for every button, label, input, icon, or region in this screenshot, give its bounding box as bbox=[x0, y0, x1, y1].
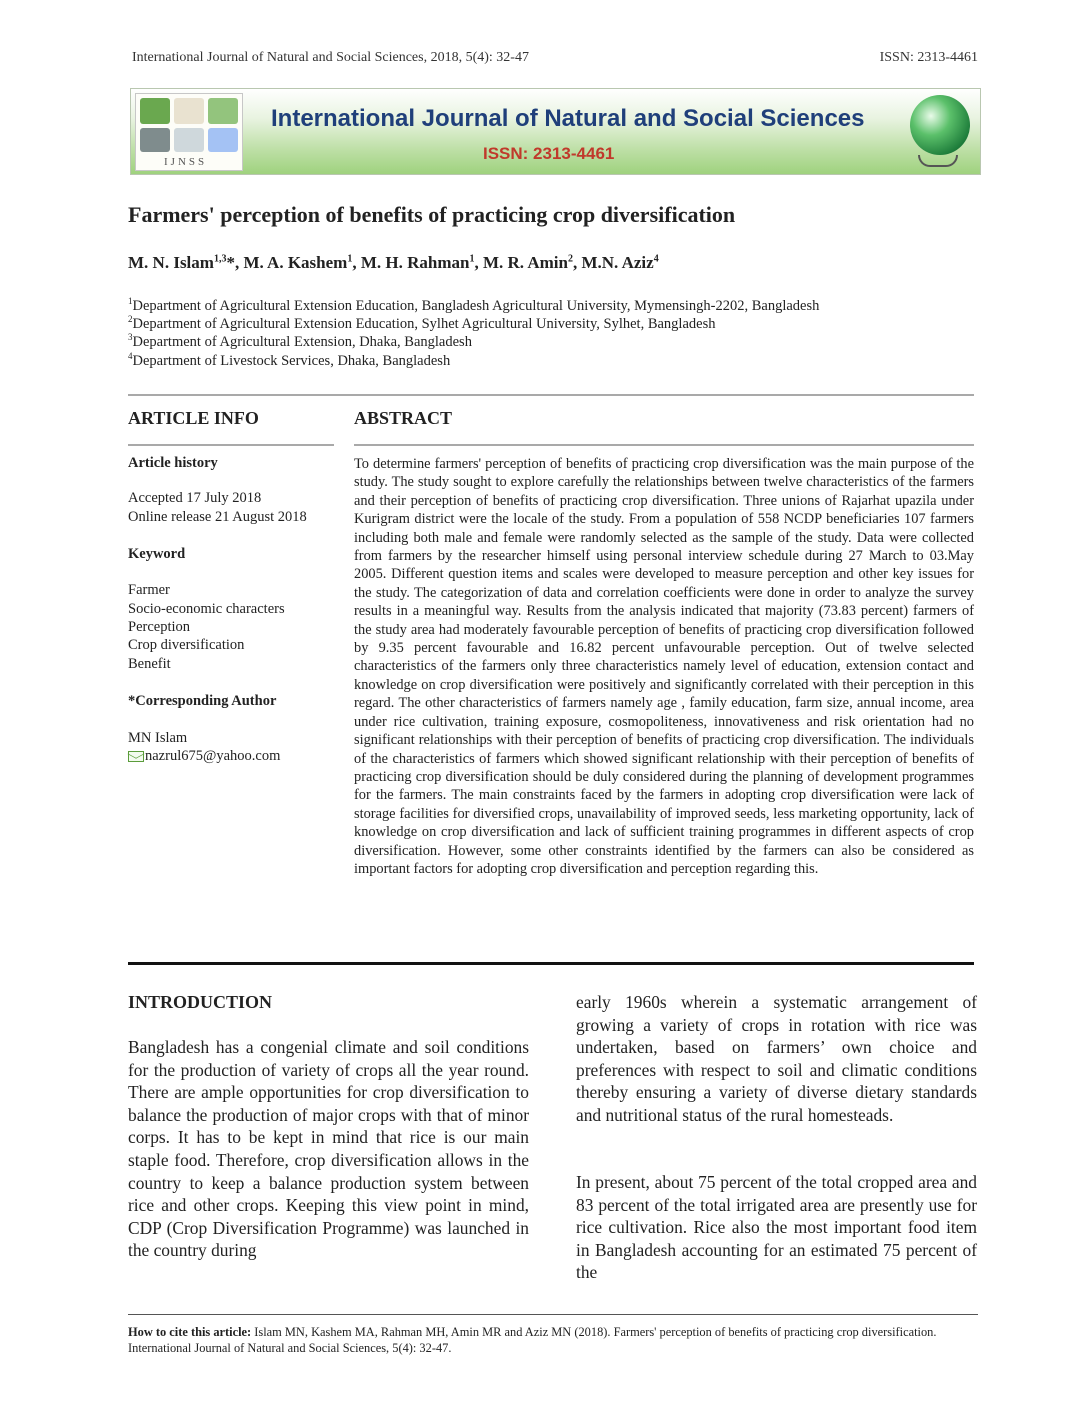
abstract-heading: ABSTRACT bbox=[354, 408, 453, 428]
running-header-journal: International Journal of Natural and Social Sciences, 2018, 5(4): 32-47 bbox=[132, 50, 529, 65]
introduction-left-paragraph: Bangladesh has a congenial climate and soil conditions for the production of variety of crops all the year round. There are ample opportunities for crop diversification to balance the production of major crops with that of minor corps. It has to be kept in mind that rice is our main staple food. Therefore, crop diversification allows in the country to keep a balance production system between rice and other crops. Keeping this view point in mind, CDP (Crop Diversification Programme) was launched in the country during bbox=[128, 1037, 529, 1261]
author-name: M. R. Amin bbox=[482, 253, 568, 272]
author-name: M. N. Islam bbox=[128, 253, 214, 272]
author-affiliation-mark: 1 bbox=[469, 253, 475, 265]
logo-abbreviation: IJNSS bbox=[164, 156, 208, 168]
author-separator: *, bbox=[226, 253, 244, 272]
corresponding-author-label: *Corresponding Author bbox=[128, 693, 277, 709]
how-to-cite bbox=[128, 1324, 978, 1356]
article-title: Farmers' perception of benefits of practicing crop diversification bbox=[128, 202, 736, 227]
affiliation-3: $^3$Department of Agricultural Extension, Dhaka, Bangladesh bbox=[128, 332, 472, 350]
author-affiliation-mark: 1 bbox=[347, 253, 353, 265]
article-info-heading: ARTICLE INFO bbox=[128, 408, 259, 428]
divider-top bbox=[128, 394, 974, 396]
running-header-issn: ISSN: 2313-4461 bbox=[879, 50, 978, 65]
affiliation-1: $^1$Department of Agricultural Extension Education, Bangladesh Agricultural University, Mymensingh-2202, Bangladesh bbox=[128, 296, 820, 314]
mail-icon bbox=[128, 751, 144, 762]
corresponding-author-name: MN Islam bbox=[128, 730, 188, 746]
journal-banner bbox=[130, 88, 981, 175]
abstract-text: To determine farmers' perception of benefits of practicing crop diversification was the main purpose of the study. The study sought to explore carefully the relationships between twelve characteristics of the farmers and their perception of benefits of practicing crop diversification. Three unions of Rajarhat upazila under Kurigram district were the locale of the study. From a population of 558 NCDP beneficiaries 107 farmers including both male and female were randomly selected as the sample of the study. Data were collected from farmers by the researcher himself using personal interview schedule during 27 March to 03.May 2005. Different question items and scales were developed to measure perception and other key issues for the study. The categorization of data and correlation coefficients were done in order to analyze the survey results in a meaningful way. Results from the analysis indicated that majority (73.83 percent) farmers of the study area had moderately favourable perception of benefits of practicing crop diversification followed by 9.35 percent favourable and 16.82 percent unfavourable perception. Out of twelve selected characteristics of the farmers only three characteristics namely level of education, extension contact and knowledge on crop diversification were positively and significantly correlated with their perception in this regard. The other characteristics of farmers namely age , family education, farm size, annual income, area under rice cultivation, training exposure, cosmopoliteness, innovativeness and risk orientation had no significant relationships with their perception of benefits of practicing crop diversification. The individuals of the characteristics of farmers which showed significant relationship with their perception of benefits of practicing crop diversification should be duly considered during the planning of development programmes for the farmers. The main constraints faced by the farmers in adopting crop diversification were lack of storage facilities for diversified crops, unavailability of improved seeds, less marketing opportunity, lack of knowledge on crop diversification and lack of sufficient training programmes in different aspects of crop diversification. However, some other constraints identified by the farmers can also be considered as important factors for adopting crop diversification and perception regarding this. bbox=[354, 456, 974, 877]
email-address[interactable]: nazrul675@yahoo.com bbox=[145, 748, 281, 764]
author-separator: , bbox=[474, 253, 483, 272]
divider-info bbox=[128, 444, 334, 446]
author-separator: , bbox=[572, 253, 582, 272]
introduction-right-paragraph-2: In present, about 75 percent of the total cropped area and 83 percent of the total irrigated area are presently use for rice cultivation. Rice also the most important food item in Bangladesh accounting for an estimated 75 percent of the bbox=[576, 1172, 977, 1283]
divider-citation bbox=[128, 1314, 978, 1315]
accepted-date: Accepted 17 July 2018 bbox=[128, 490, 262, 506]
divider-abstract bbox=[354, 444, 974, 446]
banner-issn: ISSN: 2313-4461 bbox=[483, 144, 615, 163]
globe-icon bbox=[910, 95, 970, 155]
stethoscope-icon bbox=[918, 155, 958, 167]
keyword-item: Socio-economic characters bbox=[128, 601, 285, 617]
author-name: M.N. Aziz bbox=[581, 253, 654, 272]
introduction-right-paragraph-1: early 1960s wherein a systematic arrangement of growing a variety of crops in rotation with rice was undertaken, based on farmers’ own choice and preferences with respect to soil and climatic conditions thereby ensuring a variety of diverse dietary standards and nutritional status of the rural homesteads. bbox=[576, 992, 977, 1125]
author-name: M. H. Rahman bbox=[360, 253, 470, 272]
author-affiliation-mark: 2 bbox=[567, 253, 573, 265]
author-affiliation-mark: 1,3 bbox=[213, 253, 227, 265]
journal-logo bbox=[135, 93, 243, 171]
author-list bbox=[128, 253, 659, 273]
online-release-date: Online release 21 August 2018 bbox=[128, 509, 307, 525]
introduction-heading: INTRODUCTION bbox=[128, 992, 273, 1012]
citation-text: Islam MN, Kashem MA, Rahman MH, Amin MR and Aziz MN (2018). Farmers' perception of benefits of practicing crop diversification. International Journal of Natural and Social Sciences, 5(4): 32-47. bbox=[128, 1325, 937, 1355]
keyword-item: Benefit bbox=[128, 656, 171, 672]
affiliation-4: $^4$Department of Livestock Services, Dhaka, Bangladesh bbox=[128, 351, 451, 369]
author-separator: , bbox=[352, 253, 361, 272]
affiliation-2: $^2$Department of Agricultural Extension Education, Sylhet Agricultural University, Sylhet, Bangladesh bbox=[128, 314, 716, 332]
author-name: M. A. Kashem bbox=[243, 253, 348, 272]
author-affiliation-mark: 4 bbox=[653, 253, 659, 265]
keyword-label: Keyword bbox=[128, 546, 186, 562]
keyword-item: Crop diversification bbox=[128, 637, 245, 653]
keyword-item: Perception bbox=[128, 619, 191, 635]
divider-abstract-end bbox=[128, 962, 974, 965]
banner-title: International Journal of Natural and Social Sciences bbox=[271, 105, 865, 132]
article-history-label: Article history bbox=[128, 455, 218, 471]
corresponding-email[interactable] bbox=[128, 748, 280, 765]
keyword-item: Farmer bbox=[128, 582, 170, 598]
citation-label: How to cite this article: bbox=[128, 1325, 252, 1339]
